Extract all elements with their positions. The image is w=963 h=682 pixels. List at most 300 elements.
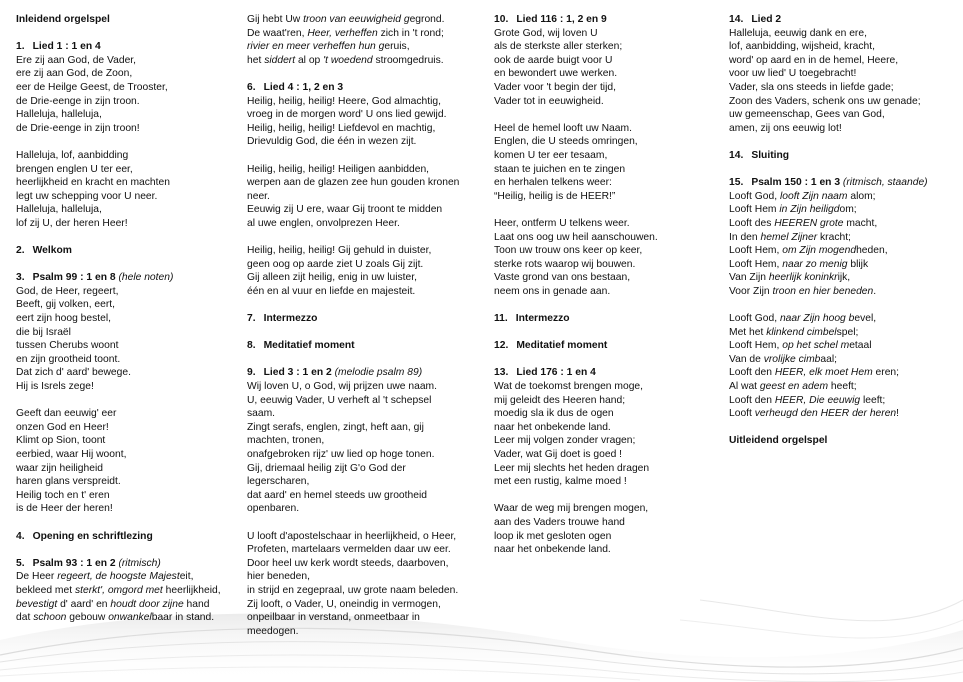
- item-note: (hele noten): [118, 272, 174, 284]
- item-number: 5.: [16, 557, 25, 569]
- verse-text: komen U ter eer tesaam,: [494, 149, 608, 161]
- verse-line: [247, 502, 487, 516]
- item-number: 6.: [247, 81, 256, 93]
- verse-text: geen oog op aarde ziet U zoals Gij zijt.: [247, 258, 424, 270]
- verse-text: naar Zijn hoog b: [779, 313, 855, 325]
- program-item: [16, 271, 244, 393]
- verse-text: onpeilbaar in verstand, onmeetbaar in: [247, 612, 420, 624]
- item-number: 8.: [247, 340, 256, 352]
- verse-line: [247, 13, 487, 27]
- verse-line: [729, 54, 957, 68]
- verse-line: [247, 543, 487, 557]
- verse-text: Looft Hem,: [729, 340, 783, 352]
- verse-text: word' op aard en in de hemel, Heere,: [729, 54, 899, 66]
- verse-line: [247, 584, 487, 598]
- verse-line: [494, 380, 722, 394]
- verse-line: [16, 326, 244, 340]
- verse-text: al op: [295, 54, 324, 66]
- verse-text: Ere zij aan God, de Vader,: [16, 54, 137, 66]
- verse-text: Met het: [729, 326, 767, 338]
- item-number: 11.: [494, 313, 508, 325]
- program-item: [247, 366, 487, 516]
- verse-line: [16, 448, 244, 462]
- verse-text: Grote God, wij loven U: [494, 27, 598, 39]
- item-title: Lied 176 : 1 en 4: [516, 367, 596, 379]
- verse-text: zich in 't rond;: [377, 27, 444, 39]
- verse-text: Heilig toch en t' eren: [16, 489, 110, 501]
- verse-text: moedig sla ik dus de ogen: [494, 408, 614, 420]
- verse-text: mij geleidt des Heeren hand;: [494, 394, 626, 406]
- program-item: [729, 312, 957, 421]
- verse-line: [494, 81, 722, 95]
- item-title: Meditatief moment: [263, 340, 355, 352]
- verse-text: Zingt serafs, englen, zingt, heft aan, gij: [247, 421, 424, 433]
- verse-line: [16, 81, 244, 95]
- verse-line: [16, 190, 244, 204]
- verse-text: leeft;: [860, 394, 886, 406]
- program-item: [16, 530, 244, 544]
- item-title: Lied 116 : 1, 2 en 9: [516, 14, 607, 25]
- verse-line: [247, 598, 487, 612]
- verse-line: [729, 217, 957, 231]
- verse-text: naar het onbekende land.: [494, 544, 611, 556]
- verse-line: [729, 108, 957, 122]
- item-number: 3.: [16, 272, 25, 284]
- verse-text: alom;: [847, 190, 876, 202]
- verse-text: looft Zijn naam: [779, 190, 848, 202]
- verse-line: [247, 285, 487, 299]
- verse-line: [494, 407, 722, 421]
- verse-line: [247, 217, 487, 231]
- verse-line: [16, 298, 244, 312]
- verse-text: troon van eeuwigheid g: [303, 14, 410, 25]
- verse-text: Zij looft, o Vader, U, oneindig in vermogen,: [247, 598, 441, 610]
- verse-text: heden,: [856, 245, 888, 257]
- program-item: [729, 13, 957, 135]
- item-note: (melodie psalm 89): [334, 367, 423, 379]
- verse-line: [729, 40, 957, 54]
- verse-text: Looft den: [729, 394, 775, 406]
- verse-text: Englen, die U steeds omringen,: [494, 136, 638, 148]
- item-number: 12.: [494, 340, 509, 352]
- verse-text: Halleluja, lof, aanbidding: [16, 149, 129, 161]
- item-number: 7.: [247, 313, 256, 325]
- column-2: [247, 13, 487, 652]
- verse-line: [494, 54, 722, 68]
- verse-text: Looft Hem: [729, 204, 780, 216]
- verse-line: [16, 312, 244, 326]
- verse-line: [494, 40, 722, 54]
- verse-line: [16, 462, 244, 476]
- verse-text: Dat zich d' aard' bewege.: [16, 367, 131, 379]
- verse-text: “Heilig, heilig is de HEER!”: [494, 190, 616, 202]
- verse-line: [729, 312, 957, 326]
- verse-line: [247, 258, 487, 272]
- verse-text: d' aard' en: [57, 598, 111, 610]
- verse-text: Heilig, heilig, heilig! Heiligen aanbidden,: [247, 163, 430, 175]
- verse-text: dat: [16, 612, 34, 624]
- verse-text: naar het onbekende land.: [494, 421, 611, 433]
- verse-text: vroeg in de morgen word' U ons lied gewijd.: [247, 109, 447, 121]
- verse-line: [729, 203, 957, 217]
- verse-line: [729, 231, 957, 245]
- verse-text: legerscharen,: [247, 476, 310, 488]
- verse-text: sterkt', omgord met: [74, 584, 163, 596]
- verse-text: eert zijn hoog bestel,: [16, 313, 112, 325]
- verse-line: [247, 27, 487, 41]
- verse-text: als de sterkste aller sterken;: [494, 41, 623, 53]
- verse-line: [494, 462, 722, 476]
- verse-line: [16, 67, 244, 81]
- program-item: [16, 244, 244, 258]
- item-heading: [16, 557, 244, 571]
- verse-text: bekleed met: [16, 584, 75, 596]
- item-title: Lied 2: [751, 14, 782, 25]
- verse-line: [16, 598, 244, 612]
- verse-line: [494, 258, 722, 272]
- verse-line: [729, 326, 957, 340]
- verse-text: HEEREN grote: [774, 217, 844, 229]
- verse-line: [247, 611, 487, 625]
- program-item: [16, 40, 244, 135]
- verse-line: [247, 557, 487, 571]
- item-heading: [494, 312, 722, 326]
- column-3: [494, 13, 722, 570]
- verse-text: evel,: [854, 313, 877, 325]
- verse-line: [729, 67, 957, 81]
- verse-text: amen, zij ons eeuwig lot!: [729, 122, 842, 134]
- verse-text: voor uw lied' U toegebracht!: [729, 68, 857, 80]
- verse-text: in strijd en zegepraal, uw grote naam beleden.: [247, 584, 459, 596]
- verse-text: eer de Heilge Geest, de Trooster,: [16, 81, 168, 93]
- verse-line: [16, 203, 244, 217]
- verse-line: [494, 190, 722, 204]
- column-4: [729, 13, 957, 462]
- verse-text: eruis,: [384, 41, 410, 53]
- verse-line: [16, 149, 244, 163]
- item-heading: [247, 312, 487, 326]
- item-title: Sluiting: [751, 149, 790, 161]
- verse-text: lof zij U, der heren Heer!: [16, 217, 128, 229]
- verse-line: [16, 421, 244, 435]
- verse-line: [494, 149, 722, 163]
- verse-text: en bewondert uwe werken.: [494, 68, 618, 80]
- verse-text: U looft d'apostelschaar in heerlijkheid, o Heer,: [247, 530, 457, 542]
- verse-line: [494, 67, 722, 81]
- verse-text: waar zijn heiligheid: [16, 462, 104, 474]
- program-item: [247, 13, 487, 67]
- verse-line: [16, 502, 244, 516]
- verse-text: Looft: [729, 408, 755, 420]
- item-number: 14.: [729, 14, 744, 25]
- verse-line: [16, 95, 244, 109]
- item-title: Psalm 93 : 1 en 2: [32, 557, 119, 569]
- program-item: [494, 13, 722, 108]
- verse-line: [247, 570, 487, 584]
- verse-line: [16, 108, 244, 122]
- verse-text: Voor Zijn: [729, 285, 773, 297]
- verse-text: tussen Cherubs woont: [16, 340, 119, 352]
- verse-text: De Heer: [16, 571, 58, 583]
- verse-line: [729, 81, 957, 95]
- verse-text: Looft den: [729, 367, 775, 379]
- verse-text: Laat ons oog uw heil aanschouwen.: [494, 231, 658, 243]
- item-heading: [494, 339, 722, 353]
- verse-line: [494, 163, 722, 177]
- item-number: 15.: [729, 177, 744, 189]
- verse-text: naar zo menig: [782, 258, 848, 270]
- verse-line: [729, 244, 957, 258]
- item-heading: [247, 366, 487, 380]
- verse-line: [729, 271, 957, 285]
- verse-text: neem ons in genade aan.: [494, 285, 611, 297]
- verse-text: lof, aanbidding, wijsheid, kracht,: [729, 41, 875, 53]
- verse-text: het: [247, 54, 265, 66]
- verse-text: op het schel m: [782, 340, 850, 352]
- verse-text: Vader voor 't begin der tijd,: [494, 81, 616, 93]
- verse-text: 't woedend: [323, 54, 373, 66]
- verse-line: [247, 176, 487, 190]
- verse-line: [16, 434, 244, 448]
- verse-line: [16, 339, 244, 353]
- verse-line: [247, 475, 487, 489]
- verse-text: heerlijkheid en kracht en machten: [16, 177, 170, 189]
- program-item: [494, 312, 722, 326]
- verse-line: [16, 570, 244, 584]
- verse-text: Van Zijn: [729, 272, 769, 284]
- verse-line: [729, 353, 957, 367]
- column-1: [16, 13, 244, 638]
- verse-line: [494, 244, 722, 258]
- verse-text: eit,: [179, 571, 194, 583]
- verse-text: bevestigt: [16, 598, 58, 610]
- verse-line: [729, 394, 957, 408]
- verse-text: heeft;: [828, 381, 857, 393]
- verse-text: vrolijke cimb: [763, 353, 821, 365]
- verse-text: de Drie-eenge in zijn troon!: [16, 122, 140, 134]
- verse-text: Klimt op Sion, toont: [16, 435, 106, 447]
- program-item: [494, 122, 722, 204]
- verse-text: Leer mij slechts het heden dragen: [494, 462, 650, 474]
- verse-text: hier beneden,: [247, 571, 310, 583]
- verse-text: is de Heer der heren!: [16, 503, 113, 515]
- verse-line: [247, 135, 487, 149]
- heading-text: Inleidend orgelspel: [16, 14, 110, 25]
- verse-text: Vaste grond van ons bestaan,: [494, 272, 631, 284]
- verse-line: [729, 339, 957, 353]
- program-item: [16, 557, 244, 625]
- verse-text: één en al vuur en liefde en majesteit.: [247, 285, 416, 297]
- verse-text: onzen God en Heer!: [16, 421, 109, 433]
- verse-text: .: [873, 285, 877, 297]
- verse-text: die bij Israël: [16, 326, 71, 338]
- program-item: [729, 434, 957, 448]
- item-heading: [16, 530, 244, 544]
- verse-line: [247, 421, 487, 435]
- verse-line: [729, 380, 957, 394]
- program-item: [247, 81, 487, 149]
- verse-line: [247, 54, 487, 68]
- verse-text: neer.: [247, 190, 270, 202]
- verse-text: HEER, elk moet Hem: [774, 367, 873, 379]
- program-item: [494, 502, 722, 556]
- verse-text: al uwe englen, onvolprezen Heer.: [247, 217, 400, 229]
- verse-text: Vader, sla ons steeds in liefde gade;: [729, 81, 894, 93]
- verse-line: [247, 380, 487, 394]
- verse-text: !: [896, 408, 900, 420]
- verse-line: [494, 122, 722, 136]
- item-title: Welkom: [32, 245, 72, 257]
- verse-line: [247, 95, 487, 109]
- verse-text: geest en adem: [759, 381, 829, 393]
- verse-text: eren;: [872, 367, 900, 379]
- verse-line: [494, 502, 722, 516]
- verse-text: stroomgedruis.: [372, 54, 444, 66]
- verse-text: heerlijkheid,: [162, 584, 221, 596]
- verse-text: machten, tronen,: [247, 435, 325, 447]
- program-item: [494, 366, 722, 488]
- verse-line: [16, 176, 244, 190]
- item-heading: [247, 81, 487, 95]
- verse-text: meedogen.: [247, 625, 299, 637]
- verse-line: [247, 203, 487, 217]
- verse-text: Drievuldig God, die één in wezen zijt.: [247, 136, 417, 148]
- verse-line: [494, 543, 722, 557]
- item-number: 2.: [16, 245, 25, 257]
- item-heading: [16, 40, 244, 54]
- item-title: Lied 4 : 1, 2 en 3: [263, 81, 344, 93]
- verse-text: kracht;: [817, 231, 851, 243]
- verse-text: en herhalen telkens weer:: [494, 177, 612, 189]
- verse-text: De waat'ren,: [247, 27, 308, 39]
- verse-text: Looft God,: [729, 190, 780, 202]
- verse-text: macht,: [843, 217, 878, 229]
- verse-text: Beeft, gij volken, eert,: [16, 299, 116, 311]
- verse-text: Heilig, heilig, heilig! Liefdevol en machtig,: [247, 122, 436, 134]
- verse-text: loop ik met gesloten ogen: [494, 530, 612, 542]
- program-item: [729, 149, 957, 163]
- verse-line: [16, 584, 244, 598]
- item-title: Opening en schriftlezing: [32, 530, 153, 542]
- verse-text: uw gemeenschap, Gees van God,: [729, 109, 885, 121]
- verse-line: [247, 244, 487, 258]
- verse-text: Al wat: [729, 381, 760, 393]
- item-number: 9.: [247, 367, 256, 379]
- item-title: Intermezzo: [515, 313, 570, 325]
- item-note: (ritmisch, staande): [842, 177, 928, 189]
- verse-text: klinkend cimbel: [766, 326, 837, 338]
- verse-line: [494, 135, 722, 149]
- verse-line: [494, 421, 722, 435]
- verse-line: [16, 163, 244, 177]
- verse-line: [494, 95, 722, 109]
- verse-text: onwankel: [108, 612, 152, 624]
- verse-line: [247, 40, 487, 54]
- verse-line: [16, 122, 244, 136]
- verse-line: [494, 176, 722, 190]
- verse-text: ere zij aan God, de Zoon,: [16, 68, 133, 80]
- verse-text: etaal: [849, 340, 872, 352]
- item-heading: [16, 13, 244, 27]
- verse-text: Zoon des Vaders, schenk ons uw genade;: [729, 95, 921, 107]
- program-item: [247, 244, 487, 298]
- verse-text: ijk,: [837, 272, 851, 284]
- program-item: [247, 530, 487, 639]
- verse-line: [494, 516, 722, 530]
- verse-text: en zijn grootheid toont.: [16, 353, 121, 365]
- verse-line: [729, 258, 957, 272]
- verse-text: sterke rots waarop wij bouwen.: [494, 258, 636, 270]
- verse-text: heerlijk koninkr: [768, 272, 838, 284]
- item-number: 13.: [494, 367, 509, 379]
- item-title: Intermezzo: [263, 313, 318, 325]
- verse-line: [494, 530, 722, 544]
- verse-text: siddert: [264, 54, 296, 66]
- verse-text: om Zijn mogend: [782, 245, 857, 257]
- verse-text: Hij is Isrels zege!: [16, 381, 94, 393]
- verse-line: [247, 462, 487, 476]
- verse-text: onafgebroken rijz' uw lied op hoge tonen.: [247, 449, 435, 460]
- verse-line: [247, 434, 487, 448]
- verse-line: [494, 434, 722, 448]
- verse-line: [494, 285, 722, 299]
- verse-text: saam.: [247, 408, 276, 420]
- item-title: Meditatief moment: [516, 340, 608, 352]
- verse-text: staan te juichen en te zingen: [494, 163, 626, 175]
- verse-text: om;: [839, 204, 857, 216]
- verse-text: in Zijn heiligd: [779, 204, 840, 216]
- program-item: [247, 312, 487, 326]
- verse-line: [494, 475, 722, 489]
- verse-line: [16, 366, 244, 380]
- verse-line: [16, 475, 244, 489]
- verse-text: Heilig, heilig, heilig! Gij gehuld in duister,: [247, 245, 432, 257]
- verse-text: Profeten, martelaars vermelden daar uw eer.: [247, 544, 451, 556]
- item-heading: [494, 13, 722, 27]
- verse-line: [247, 489, 487, 503]
- verse-line: [16, 407, 244, 421]
- verse-line: [729, 27, 957, 41]
- verse-line: [16, 611, 244, 625]
- item-number: 1.: [16, 41, 25, 53]
- verse-line: [729, 285, 957, 299]
- verse-text: haren glans verspreidt.: [16, 476, 121, 488]
- verse-text: legt uw schepping voor U neer.: [16, 190, 158, 202]
- program-item: [494, 339, 722, 353]
- verse-line: [494, 394, 722, 408]
- item-heading: [729, 149, 957, 163]
- verse-line: [494, 231, 722, 245]
- verse-text: God, de Heer, regeert,: [16, 285, 119, 297]
- verse-text: houdt door zijne: [110, 598, 184, 610]
- verse-text: Van de: [729, 353, 764, 365]
- heading-text: Uitleidend orgelspel: [729, 435, 828, 447]
- verse-text: de Drie-eenge in zijn troon.: [16, 95, 140, 107]
- program-item: [247, 163, 487, 231]
- verse-line: [729, 407, 957, 421]
- verse-line: [247, 163, 487, 177]
- program-item: [16, 407, 244, 516]
- verse-line: [247, 190, 487, 204]
- verse-text: eerbied, waar Hij woont,: [16, 449, 127, 460]
- verse-text: dat aard' en hemel steeds uw grootheid: [247, 489, 427, 501]
- verse-text: baar in stand.: [151, 612, 215, 624]
- verse-text: openbaren.: [247, 503, 300, 515]
- verse-text: Leer mij volgen zonder vragen;: [494, 435, 636, 447]
- verse-text: troon en hier beneden: [772, 285, 874, 297]
- verse-text: hand: [183, 598, 210, 610]
- verse-line: [247, 448, 487, 462]
